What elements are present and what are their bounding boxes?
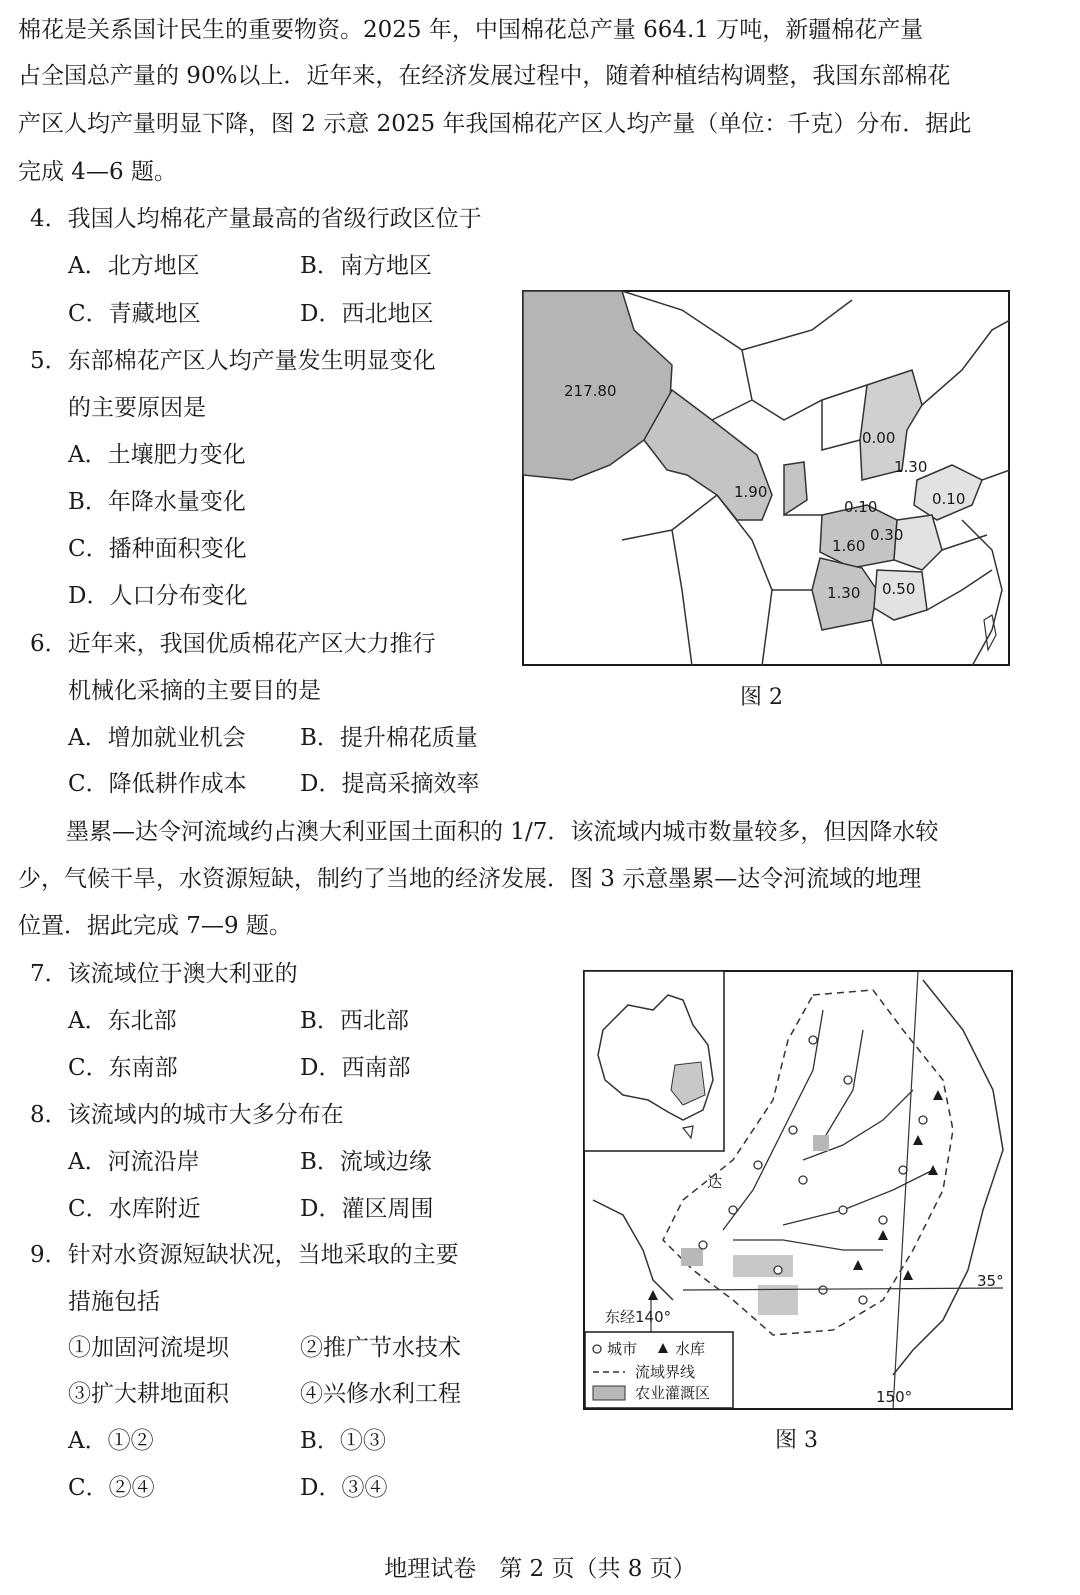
question-5-stem: 5．东部棉花产区人均产量发生明显变化 [30, 348, 436, 374]
question-5-option-c[interactable]: C．播种面积变化 [68, 536, 247, 562]
legend-city-label: 城市 [607, 1340, 638, 1358]
irrigation-patch [681, 1248, 703, 1266]
legend-irrigation-icon [593, 1386, 625, 1400]
label-xinjiang: 217.80 [564, 382, 617, 400]
question-9-option-d[interactable]: D．③④ [300, 1475, 388, 1501]
lon150-label: 150° [876, 1388, 913, 1406]
label-anhui: 0.30 [870, 526, 904, 544]
intro-line: 完成 4—6 题。 [18, 159, 177, 185]
question-9-option-b[interactable]: B．①③ [300, 1428, 386, 1454]
river-label: 达 [707, 1173, 723, 1191]
intro-line: 少，气候干旱，水资源短缺，制约了当地的经济发展．图 3 示意墨累—达令河流域的地理 [18, 866, 922, 892]
question-5-option-d[interactable]: D．人口分布变化 [68, 583, 248, 609]
figure-2-map [522, 290, 1010, 666]
question-5-option-b[interactable]: B．年降水量变化 [68, 489, 246, 515]
lat35-label: 35° [977, 1272, 1004, 1290]
question-9-option-a[interactable]: A．①② [68, 1428, 154, 1454]
label-gansu: 1.90 [734, 483, 768, 501]
question-9-stem-cont: 措施包括 [68, 1289, 160, 1315]
question-9-measure-4: ④兴修水利工程 [300, 1381, 461, 1407]
page-footer: 地理试卷 第 2 页（共 8 页） [384, 1556, 696, 1582]
intro-line: 位置．据此完成 7—9 题。 [18, 913, 292, 939]
legend-city-icon [593, 1345, 601, 1353]
irrigation-patch [813, 1135, 829, 1151]
question-9-measure-3: ③扩大耕地面积 [68, 1381, 229, 1407]
question-6-option-d[interactable]: D．提高采摘效率 [300, 771, 480, 797]
question-9-stem: 9．针对水资源短缺状况，当地采取的主要 [30, 1242, 459, 1268]
question-7-stem: 7．该流域位于澳大利亚的 [30, 961, 298, 987]
question-8-stem: 8．该流域内的城市大多分布在 [30, 1102, 344, 1128]
intro-line: 占全国总产量的 90%以上．近年来，在经济发展过程中，随着种植结构调整，我国东部棉花 [18, 63, 951, 89]
question-9-measure-1: ①加固河流堤坝 [68, 1335, 229, 1361]
figure-3-caption: 图 3 [775, 1428, 818, 1453]
figure-3-map [583, 970, 1013, 1410]
legend-reservoir-label: 水库 [675, 1340, 706, 1358]
question-5-option-a[interactable]: A．土壤肥力变化 [68, 442, 246, 468]
question-7-option-d[interactable]: D．西南部 [300, 1055, 411, 1081]
label-jiangxi: 0.50 [882, 580, 916, 598]
label-shanxi: 0.10 [844, 498, 878, 516]
label-henan: 1.60 [832, 537, 866, 555]
question-6-option-b[interactable]: B．提升棉花质量 [300, 725, 478, 751]
question-6-option-a[interactable]: A．增加就业机会 [68, 725, 246, 751]
question-6-stem-cont: 机械化采摘的主要目的是 [68, 678, 321, 704]
question-4-option-a[interactable]: A．北方地区 [68, 253, 200, 279]
intro-line: 棉花是关系国计民生的重要物资。2025 年，中国棉花总产量 664.1 万吨，新疆棉花产量 [18, 17, 924, 43]
label-beijing: 0.00 [862, 429, 896, 447]
question-8-option-a[interactable]: A．河流沿岸 [68, 1149, 200, 1175]
question-4-option-b[interactable]: B．南方地区 [300, 253, 432, 279]
question-5-stem-cont: 的主要原因是 [68, 395, 206, 421]
label-hubei: 1.30 [827, 584, 861, 602]
question-8-option-b[interactable]: B．流域边缘 [300, 1149, 432, 1175]
question-7-option-c[interactable]: C．东南部 [68, 1055, 178, 1081]
inset-frame [584, 971, 724, 1151]
question-8-option-d[interactable]: D．灌区周围 [300, 1196, 434, 1222]
question-4-option-c[interactable]: C．青藏地区 [68, 301, 201, 327]
legend-irrigation-label: 农业灌溉区 [635, 1384, 711, 1402]
legend-boundary-label: 流域界线 [635, 1363, 696, 1381]
question-9-option-c[interactable]: C．②④ [68, 1475, 155, 1501]
question-6-option-c[interactable]: C．降低耕作成本 [68, 771, 247, 797]
label-hebei: 1.30 [894, 458, 928, 476]
intro-line: 墨累—达令河流域约占澳大利亚国土面积的 1/7．该流域内城市数量较多，但因降水较 [66, 819, 939, 845]
figure-2-caption: 图 2 [740, 685, 783, 710]
question-7-option-b[interactable]: B．西北部 [300, 1008, 409, 1034]
question-4-stem: 4．我国人均棉花产量最高的省级行政区位于 [30, 206, 482, 232]
question-4-option-d[interactable]: D．西北地区 [300, 301, 434, 327]
question-9-measure-2: ②推广节水技术 [300, 1335, 461, 1361]
lon140-label: 东经140° [605, 1308, 672, 1326]
question-6-stem: 6．近年来，我国优质棉花产区大力推行 [30, 631, 436, 657]
irrigation-patch [733, 1255, 793, 1277]
question-7-option-a[interactable]: A．东北部 [68, 1008, 177, 1034]
intro-line: 产区人均产量明显下降，图 2 示意 2025 年我国棉花产区人均产量（单位：千克）分布．据此 [18, 111, 972, 137]
label-shandong: 0.10 [932, 490, 966, 508]
question-8-option-c[interactable]: C．水库附近 [68, 1196, 201, 1222]
